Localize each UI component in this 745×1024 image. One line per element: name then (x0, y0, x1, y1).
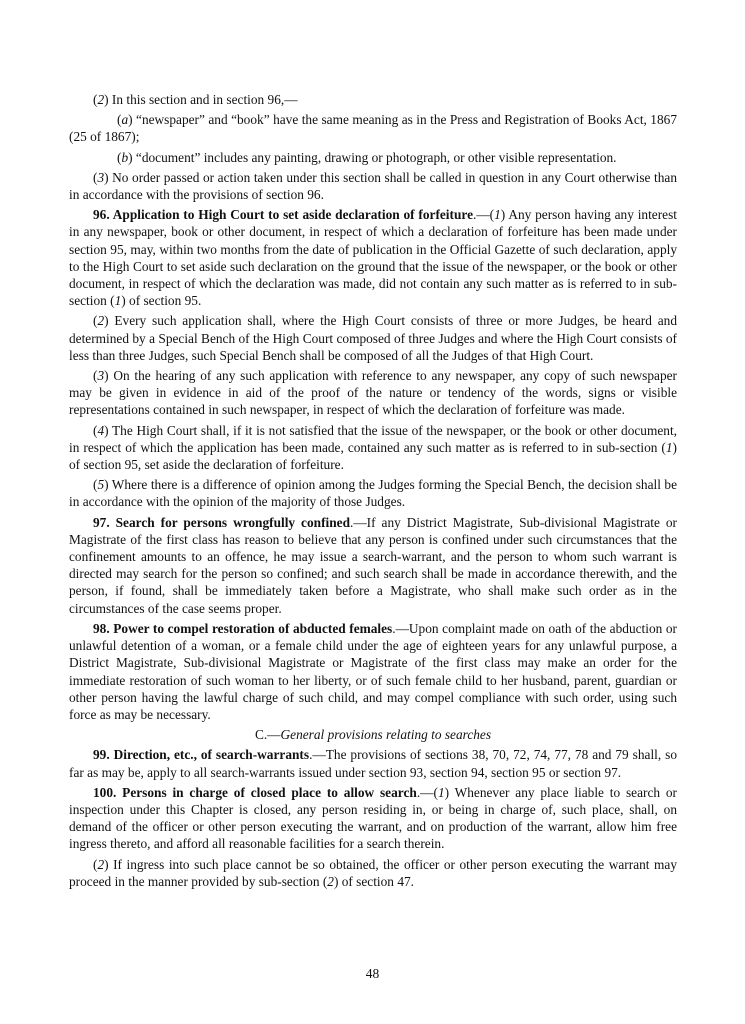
section-96-4: (4) The High Court shall, if it is not satisfied that the issue of the newspaper, or the book or other document, in respect of which the application has been made, contained any such matter as is referred to in sub-section (1) of section 95, set aside the declaration of forfeiture. (69, 422, 677, 473)
body-text (69, 91, 677, 890)
paragraph-95-3: (3) No order passed or action taken under this section shall be called in question in any Court otherwise than in accordance with the provisions of section 96. (69, 169, 677, 203)
section-100-heading: 100. Persons in charge of closed place to allow search (93, 784, 417, 800)
clause-b: (b) “document” includes any painting, drawing or photograph, or other visible representation. (117, 149, 617, 165)
part-c-heading: C.—General provisions relating to searches (254, 727, 492, 743)
section-96: 96. Application to High Court to set aside declaration of forfeiture.—(1) Any person having any interest in any newspaper, book or other document, in respect of which a declaration of forfeiture has been made under section 95, may, within two months from the date of publication in the Official Gazette of such declaration, apply to the High Court to set aside such declaration on the ground that the issue of the newspaper, or the book or other document, in respect of which the declaration was made, did not contain any such matter as is referred to in sub-section (1) of section 95. (69, 207, 677, 309)
section-97: 97. Search for persons wrongfully confined.—If any District Magistrate, Sub-divisional Magistrate or Magistrate of the first class has reason to believe that any person is confined under such circumstances that the confinement amounts to an offence, he may issue a search-warrant, and the person to whom such warrant is directed may search for the person so confined; and such search shall be made in accordance therewith, and the person, if found, shall be immediately taken before a Magistrate, who shall make such order as in the circumstances of the case seems proper. (69, 514, 677, 616)
section-96-5: (5) Where there is a difference of opinion among the Judges forming the Special Bench, the decision shall be in accordance with the opinion of the majority of those Judges. (69, 477, 677, 510)
section-97-heading: 97. Search for persons wrongfully confined (93, 514, 350, 530)
section-96-2: (2) Every such application shall, where the High Court consists of three or more Judges, be heard and determined by a Special Bench of the High Court composed of three Judges and where the High Court consists of less than three Judges, such Special Bench shall be composed of all the Judges of that High Court. (69, 313, 677, 363)
section-96-heading: 96. Application to High Court to set aside declaration of forfeiture (93, 207, 473, 223)
section-96-3: (3) On the hearing of any such application with reference to any newspaper, any copy of such newspaper may be given in evidence in aid of the proof of the nature or tendency of the words, signs or visible representations contained in such newspaper, in respect of which the declaration of forfeiture was made. (69, 368, 677, 418)
section-99-heading: 99. Direction, etc., of search-warrants (93, 747, 310, 763)
section-98: 98. Power to compel restoration of abducted females.—Upon complaint made on oath of the abduction or unlawful detention of a woman, or a female child under the age of eighteen years for any unlawful purpose, a District Magistrate, Sub-divisional Magistrate or Magistrate of the first class may make an order for the immediate restoration of such woman to her liberty, or of such female child to her husband, parent, guardian or other person having the lawful charge of such child, and may compel compliance with such order, using such force as may be necessary. (69, 620, 677, 722)
clause-a: (a) “newspaper” and “book” have the same meaning as in the Press and Registration of Books Act, 1867 (25 of 1867); (69, 112, 677, 145)
section-99: 99. Direction, etc., of search-warrants.—The provisions of sections 38, 70, 72, 74, 77, 78 and 79 shall, so far as may be, apply to all search-warrants issued under section 93, section 94, section 95 or section 97. (69, 747, 677, 780)
section-98-heading: 98. Power to compel restoration of abducted females (93, 620, 393, 636)
section-100: 100. Persons in charge of closed place to allow search.—(1) Whenever any place liable to search or inspection under this Chapter is closed, any person residing in, or being in charge of, such place, shall, on demand of the officer or other person executing the warrant, and on production of the warrant, allow him free ingress thereto, and afford all reasonable facilities for a search therein. (69, 784, 678, 852)
paragraph-95-2: (2) In this section and in section 96,— (93, 92, 298, 107)
section-100-2: (2) If ingress into such place cannot be so obtained, the officer or other person executing the warrant may proceed in the manner provided by sub-section (2) of section 47. (69, 856, 677, 889)
page-number: 48 (365, 966, 380, 981)
